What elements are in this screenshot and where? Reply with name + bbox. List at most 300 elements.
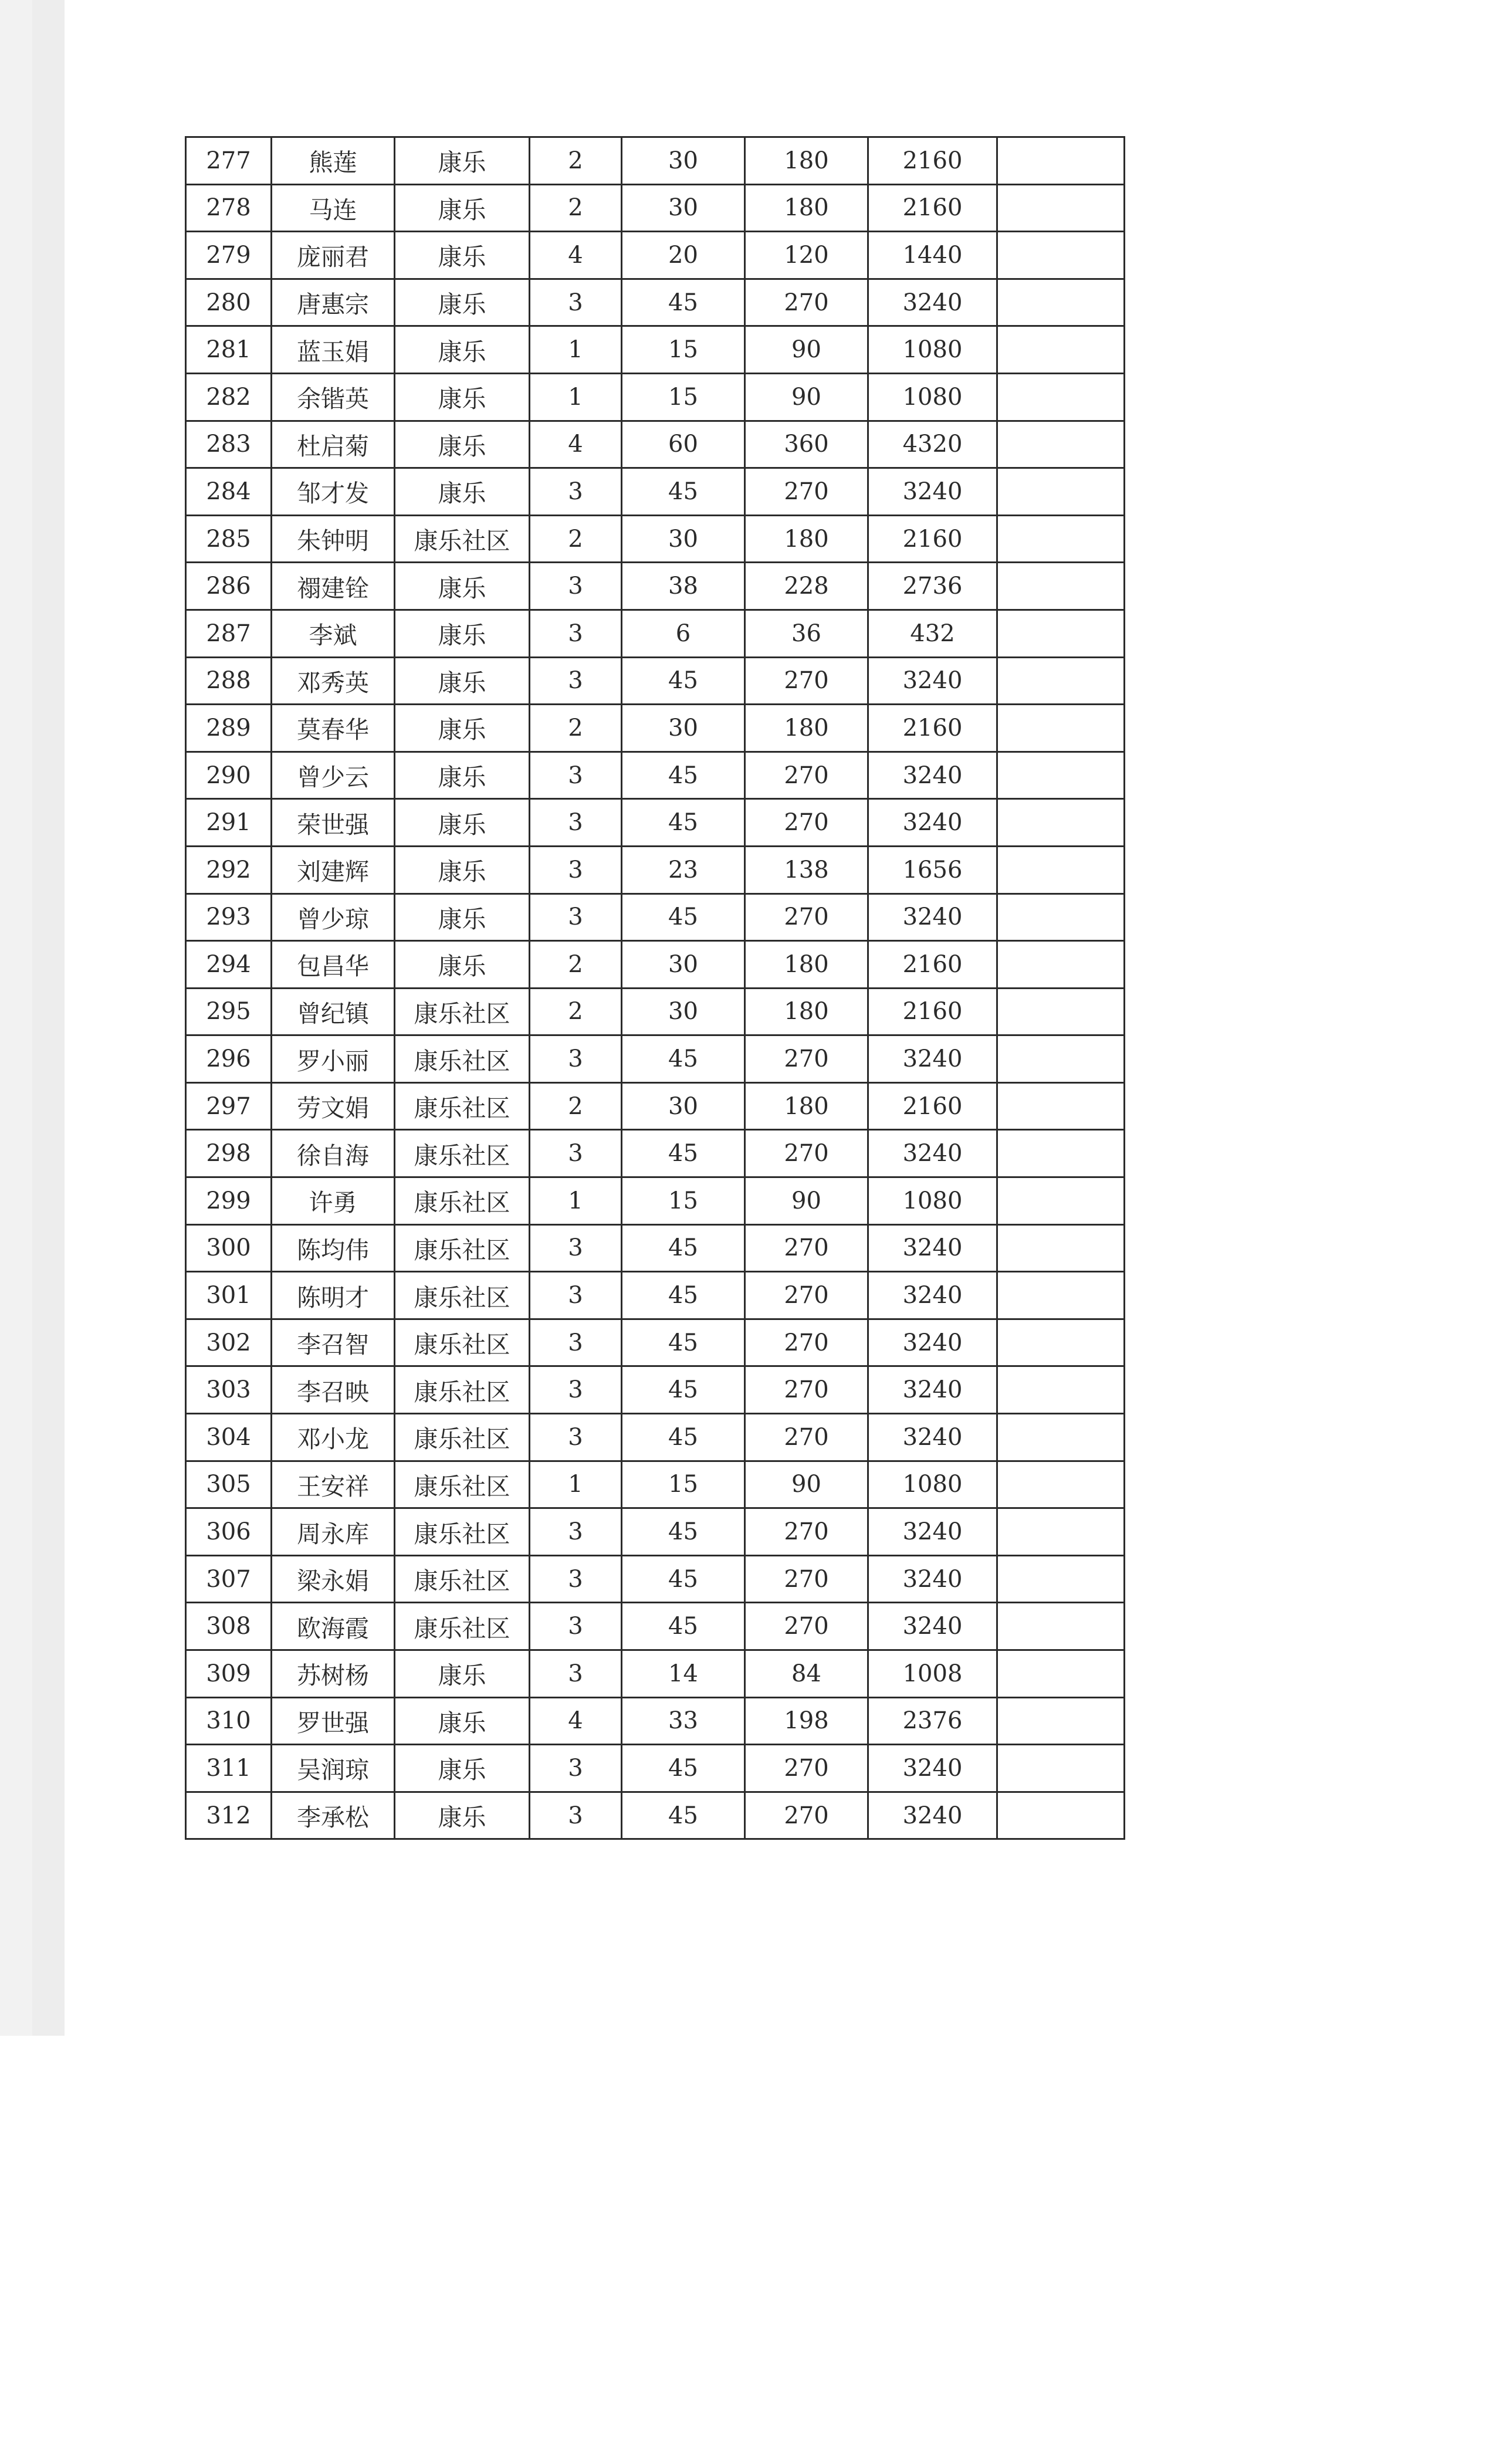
cell-name: 包昌华 <box>272 941 395 989</box>
cell-remarks <box>997 279 1125 326</box>
cell-remarks <box>997 705 1125 752</box>
cell-household-size: 1 <box>530 1461 622 1508</box>
cell-total: 3240 <box>868 1366 997 1414</box>
cell-amount: 90 <box>745 326 868 374</box>
table-row <box>186 799 1125 847</box>
cell-remarks <box>997 1650 1125 1698</box>
cell-name: 庞丽君 <box>272 232 395 279</box>
cell-amount: 270 <box>745 1555 868 1603</box>
table-row <box>186 893 1125 941</box>
cell-household-size: 3 <box>530 279 622 326</box>
cell-household-size: 3 <box>530 1272 622 1319</box>
cell-name: 唐惠宗 <box>272 279 395 326</box>
table-row <box>186 1650 1125 1698</box>
cell-address: 康乐 <box>395 279 530 326</box>
table-row <box>186 846 1125 893</box>
cell-household-size: 3 <box>530 1319 622 1366</box>
cell-remarks <box>997 1697 1125 1745</box>
cell-total: 432 <box>868 610 997 657</box>
cell-quantity: 45 <box>622 1555 745 1603</box>
cell-amount: 180 <box>745 1082 868 1130</box>
cell-name: 罗世强 <box>272 1697 395 1745</box>
cell-remarks <box>997 563 1125 610</box>
cell-amount: 270 <box>745 468 868 516</box>
cell-total: 2160 <box>868 184 997 232</box>
cell-household-size: 3 <box>530 1745 622 1792</box>
cell-amount: 270 <box>745 1603 868 1650</box>
cell-amount: 138 <box>745 846 868 893</box>
cell-remarks <box>997 1082 1125 1130</box>
scan-edge-shadow <box>32 0 65 2036</box>
cell-household-size: 3 <box>530 1414 622 1461</box>
cell-quantity: 45 <box>622 752 745 799</box>
cell-amount: 180 <box>745 515 868 563</box>
cell-remarks <box>997 515 1125 563</box>
cell-total: 3240 <box>868 1555 997 1603</box>
cell-quantity: 45 <box>622 1603 745 1650</box>
cell-remarks <box>997 1177 1125 1225</box>
cell-household-size: 2 <box>530 988 622 1035</box>
cell-amount: 270 <box>745 1319 868 1366</box>
cell-address: 康乐 <box>395 137 530 185</box>
table-row <box>186 752 1125 799</box>
cell-household-size: 3 <box>530 1224 622 1272</box>
table-row <box>186 1555 1125 1603</box>
cell-amount: 270 <box>745 1508 868 1556</box>
cell-total: 2160 <box>868 1082 997 1130</box>
cell-row-number: 311 <box>186 1745 272 1792</box>
cell-address: 康乐 <box>395 1697 530 1745</box>
cell-quantity: 15 <box>622 373 745 421</box>
cell-remarks <box>997 657 1125 705</box>
cell-address: 康乐 <box>395 421 530 468</box>
cell-household-size: 2 <box>530 941 622 989</box>
cell-row-number: 282 <box>186 373 272 421</box>
cell-row-number: 304 <box>186 1414 272 1461</box>
cell-amount: 270 <box>745 1272 868 1319</box>
cell-row-number: 279 <box>186 232 272 279</box>
cell-address: 康乐社区 <box>395 1082 530 1130</box>
cell-household-size: 3 <box>530 657 622 705</box>
cell-household-size: 3 <box>530 1792 622 1839</box>
cell-address: 康乐 <box>395 893 530 941</box>
cell-name: 苏树杨 <box>272 1650 395 1698</box>
cell-quantity: 45 <box>622 1035 745 1083</box>
cell-remarks <box>997 1366 1125 1414</box>
cell-household-size: 4 <box>530 232 622 279</box>
cell-amount: 270 <box>745 1035 868 1083</box>
cell-address: 康乐 <box>395 752 530 799</box>
cell-quantity: 45 <box>622 1508 745 1556</box>
cell-address: 康乐 <box>395 705 530 752</box>
scanned-page <box>32 0 1496 2036</box>
table-row <box>186 279 1125 326</box>
cell-name: 周永库 <box>272 1508 395 1556</box>
table-row <box>186 563 1125 610</box>
cell-name: 曾纪镇 <box>272 988 395 1035</box>
cell-remarks <box>997 373 1125 421</box>
table-row <box>186 1130 1125 1177</box>
cell-total: 3240 <box>868 1224 997 1272</box>
cell-remarks <box>997 1414 1125 1461</box>
table-row <box>186 1697 1125 1745</box>
table-row <box>186 515 1125 563</box>
cell-amount: 36 <box>745 610 868 657</box>
table-row <box>186 1272 1125 1319</box>
cell-address: 康乐 <box>395 373 530 421</box>
cell-remarks <box>997 1745 1125 1792</box>
cell-quantity: 45 <box>622 468 745 516</box>
cell-household-size: 2 <box>530 1082 622 1130</box>
cell-row-number: 308 <box>186 1603 272 1650</box>
cell-quantity: 45 <box>622 1130 745 1177</box>
cell-amount: 270 <box>745 1130 868 1177</box>
cell-row-number: 303 <box>186 1366 272 1414</box>
cell-amount: 180 <box>745 705 868 752</box>
cell-address: 康乐 <box>395 799 530 847</box>
cell-total: 3240 <box>868 468 997 516</box>
cell-amount: 270 <box>745 1224 868 1272</box>
cell-address: 康乐 <box>395 941 530 989</box>
cell-quantity: 38 <box>622 563 745 610</box>
cell-quantity: 45 <box>622 893 745 941</box>
cell-household-size: 1 <box>530 373 622 421</box>
cell-address: 康乐社区 <box>395 515 530 563</box>
cell-total: 2160 <box>868 515 997 563</box>
cell-address: 康乐社区 <box>395 1414 530 1461</box>
table-row <box>186 657 1125 705</box>
table-row <box>186 184 1125 232</box>
table-row <box>186 1224 1125 1272</box>
cell-remarks <box>997 799 1125 847</box>
cell-row-number: 290 <box>186 752 272 799</box>
cell-household-size: 3 <box>530 893 622 941</box>
cell-amount: 84 <box>745 1650 868 1698</box>
cell-name: 曾少云 <box>272 752 395 799</box>
cell-name: 刘建辉 <box>272 846 395 893</box>
cell-name: 罗小丽 <box>272 1035 395 1083</box>
cell-address: 康乐 <box>395 1650 530 1698</box>
cell-quantity: 60 <box>622 421 745 468</box>
cell-quantity: 30 <box>622 705 745 752</box>
cell-household-size: 4 <box>530 421 622 468</box>
table-row <box>186 941 1125 989</box>
table-row <box>186 137 1125 185</box>
cell-total: 1008 <box>868 1650 997 1698</box>
cell-remarks <box>997 846 1125 893</box>
cell-address: 康乐 <box>395 657 530 705</box>
cell-row-number: 297 <box>186 1082 272 1130</box>
cell-household-size: 1 <box>530 1177 622 1225</box>
cell-amount: 180 <box>745 941 868 989</box>
roster-body <box>186 137 1125 1839</box>
cell-remarks <box>997 1130 1125 1177</box>
cell-row-number: 312 <box>186 1792 272 1839</box>
cell-household-size: 3 <box>530 1366 622 1414</box>
cell-remarks <box>997 326 1125 374</box>
cell-amount: 270 <box>745 657 868 705</box>
cell-name: 杜启菊 <box>272 421 395 468</box>
cell-row-number: 307 <box>186 1555 272 1603</box>
cell-household-size: 3 <box>530 846 622 893</box>
cell-total: 2160 <box>868 137 997 185</box>
cell-name: 李召智 <box>272 1319 395 1366</box>
cell-household-size: 2 <box>530 184 622 232</box>
cell-row-number: 277 <box>186 137 272 185</box>
cell-address: 康乐 <box>395 1792 530 1839</box>
cell-total: 3240 <box>868 279 997 326</box>
cell-remarks <box>997 941 1125 989</box>
cell-row-number: 298 <box>186 1130 272 1177</box>
cell-row-number: 286 <box>186 563 272 610</box>
cell-household-size: 3 <box>530 799 622 847</box>
table-row <box>186 373 1125 421</box>
cell-remarks <box>997 1272 1125 1319</box>
table-row <box>186 1461 1125 1508</box>
cell-household-size: 3 <box>530 610 622 657</box>
cell-household-size: 3 <box>530 1130 622 1177</box>
cell-address: 康乐 <box>395 610 530 657</box>
cell-address: 康乐社区 <box>395 1555 530 1603</box>
cell-name: 蓝玉娟 <box>272 326 395 374</box>
cell-quantity: 45 <box>622 1792 745 1839</box>
cell-quantity: 30 <box>622 515 745 563</box>
cell-row-number: 285 <box>186 515 272 563</box>
cell-total: 2376 <box>868 1697 997 1745</box>
cell-row-number: 309 <box>186 1650 272 1698</box>
cell-amount: 270 <box>745 279 868 326</box>
cell-total: 3240 <box>868 1319 997 1366</box>
cell-row-number: 289 <box>186 705 272 752</box>
cell-name: 邹才发 <box>272 468 395 516</box>
cell-quantity: 30 <box>622 137 745 185</box>
cell-name: 吴润琼 <box>272 1745 395 1792</box>
cell-total: 3240 <box>868 1130 997 1177</box>
table-row <box>186 1745 1125 1792</box>
cell-remarks <box>997 137 1125 185</box>
cell-remarks <box>997 610 1125 657</box>
cell-remarks <box>997 1224 1125 1272</box>
cell-name: 许勇 <box>272 1177 395 1225</box>
cell-amount: 90 <box>745 1461 868 1508</box>
roster-table <box>185 136 1125 1840</box>
cell-total: 1080 <box>868 326 997 374</box>
cell-address: 康乐 <box>395 846 530 893</box>
cell-row-number: 301 <box>186 1272 272 1319</box>
cell-row-number: 302 <box>186 1319 272 1366</box>
cell-total: 1656 <box>868 846 997 893</box>
cell-address: 康乐社区 <box>395 1508 530 1556</box>
cell-quantity: 30 <box>622 1082 745 1130</box>
cell-name: 邓小龙 <box>272 1414 395 1461</box>
cell-row-number: 281 <box>186 326 272 374</box>
cell-amount: 180 <box>745 184 868 232</box>
cell-household-size: 3 <box>530 468 622 516</box>
cell-name: 梁永娟 <box>272 1555 395 1603</box>
table-row <box>186 1603 1125 1650</box>
cell-address: 康乐社区 <box>395 1035 530 1083</box>
table-row <box>186 1035 1125 1083</box>
cell-remarks <box>997 468 1125 516</box>
cell-quantity: 14 <box>622 1650 745 1698</box>
cell-total: 2160 <box>868 988 997 1035</box>
cell-remarks <box>997 1792 1125 1839</box>
cell-household-size: 2 <box>530 705 622 752</box>
cell-address: 康乐 <box>395 184 530 232</box>
cell-remarks <box>997 1603 1125 1650</box>
cell-quantity: 30 <box>622 988 745 1035</box>
cell-remarks <box>997 1461 1125 1508</box>
cell-quantity: 33 <box>622 1697 745 1745</box>
cell-total: 3240 <box>868 1745 997 1792</box>
cell-total: 2160 <box>868 941 997 989</box>
cell-total: 3240 <box>868 752 997 799</box>
cell-amount: 270 <box>745 1414 868 1461</box>
cell-name: 李斌 <box>272 610 395 657</box>
cell-row-number: 310 <box>186 1697 272 1745</box>
cell-name: 曾少琼 <box>272 893 395 941</box>
table-row <box>186 1177 1125 1225</box>
cell-amount: 270 <box>745 799 868 847</box>
cell-quantity: 45 <box>622 1745 745 1792</box>
cell-amount: 270 <box>745 893 868 941</box>
cell-name: 朱钟明 <box>272 515 395 563</box>
cell-household-size: 3 <box>530 563 622 610</box>
cell-row-number: 292 <box>186 846 272 893</box>
cell-quantity: 30 <box>622 184 745 232</box>
cell-total: 3240 <box>868 1414 997 1461</box>
cell-address: 康乐 <box>395 232 530 279</box>
cell-address: 康乐 <box>395 326 530 374</box>
cell-name: 莫春华 <box>272 705 395 752</box>
cell-household-size: 3 <box>530 1555 622 1603</box>
cell-household-size: 3 <box>530 1650 622 1698</box>
cell-household-size: 4 <box>530 1697 622 1745</box>
table-row <box>186 1414 1125 1461</box>
cell-address: 康乐社区 <box>395 1603 530 1650</box>
cell-name: 邓秀英 <box>272 657 395 705</box>
cell-remarks <box>997 1555 1125 1603</box>
table-row <box>186 1508 1125 1556</box>
cell-household-size: 3 <box>530 1508 622 1556</box>
blank-area <box>0 2036 1496 2464</box>
cell-quantity: 20 <box>622 232 745 279</box>
cell-quantity: 15 <box>622 1461 745 1508</box>
cell-name: 陈均伟 <box>272 1224 395 1272</box>
cell-quantity: 15 <box>622 1177 745 1225</box>
cell-address: 康乐 <box>395 468 530 516</box>
cell-address: 康乐社区 <box>395 1461 530 1508</box>
cell-name: 李承松 <box>272 1792 395 1839</box>
cell-amount: 270 <box>745 1792 868 1839</box>
cell-name: 禤建铨 <box>272 563 395 610</box>
cell-quantity: 45 <box>622 799 745 847</box>
cell-amount: 270 <box>745 1366 868 1414</box>
cell-row-number: 291 <box>186 799 272 847</box>
cell-household-size: 1 <box>530 326 622 374</box>
cell-amount: 270 <box>745 752 868 799</box>
cell-row-number: 295 <box>186 988 272 1035</box>
table-row <box>186 421 1125 468</box>
cell-row-number: 300 <box>186 1224 272 1272</box>
cell-row-number: 296 <box>186 1035 272 1083</box>
cell-total: 1080 <box>868 1177 997 1225</box>
table-row <box>186 1366 1125 1414</box>
cell-total: 1080 <box>868 373 997 421</box>
cell-row-number: 293 <box>186 893 272 941</box>
cell-name: 徐自海 <box>272 1130 395 1177</box>
table-row <box>186 1319 1125 1366</box>
cell-row-number: 280 <box>186 279 272 326</box>
cell-household-size: 2 <box>530 137 622 185</box>
cell-address: 康乐 <box>395 563 530 610</box>
cell-row-number: 287 <box>186 610 272 657</box>
cell-row-number: 288 <box>186 657 272 705</box>
cell-quantity: 45 <box>622 657 745 705</box>
cell-amount: 90 <box>745 373 868 421</box>
cell-total: 2160 <box>868 705 997 752</box>
cell-amount: 360 <box>745 421 868 468</box>
cell-total: 1440 <box>868 232 997 279</box>
cell-address: 康乐 <box>395 1745 530 1792</box>
cell-amount: 180 <box>745 988 868 1035</box>
cell-quantity: 45 <box>622 1224 745 1272</box>
cell-remarks <box>997 893 1125 941</box>
cell-name: 陈明才 <box>272 1272 395 1319</box>
cell-row-number: 294 <box>186 941 272 989</box>
cell-address: 康乐社区 <box>395 1366 530 1414</box>
cell-total: 3240 <box>868 1508 997 1556</box>
cell-name: 欧海霞 <box>272 1603 395 1650</box>
cell-quantity: 45 <box>622 1366 745 1414</box>
cell-amount: 198 <box>745 1697 868 1745</box>
cell-remarks <box>997 1319 1125 1366</box>
cell-name: 荣世强 <box>272 799 395 847</box>
cell-quantity: 45 <box>622 279 745 326</box>
cell-total: 3240 <box>868 1603 997 1650</box>
cell-household-size: 3 <box>530 1035 622 1083</box>
cell-row-number: 299 <box>186 1177 272 1225</box>
table-row <box>186 232 1125 279</box>
cell-household-size: 2 <box>530 515 622 563</box>
table-row <box>186 988 1125 1035</box>
cell-address: 康乐社区 <box>395 1177 530 1225</box>
cell-quantity: 45 <box>622 1414 745 1461</box>
cell-total: 1080 <box>868 1461 997 1508</box>
cell-quantity: 23 <box>622 846 745 893</box>
cell-quantity: 45 <box>622 1272 745 1319</box>
cell-row-number: 306 <box>186 1508 272 1556</box>
cell-row-number: 305 <box>186 1461 272 1508</box>
table-row <box>186 610 1125 657</box>
cell-quantity: 45 <box>622 1319 745 1366</box>
cell-row-number: 283 <box>186 421 272 468</box>
cell-amount: 120 <box>745 232 868 279</box>
cell-total: 3240 <box>868 1272 997 1319</box>
cell-total: 3240 <box>868 1035 997 1083</box>
cell-total: 3240 <box>868 893 997 941</box>
cell-remarks <box>997 752 1125 799</box>
cell-amount: 228 <box>745 563 868 610</box>
cell-total: 3240 <box>868 799 997 847</box>
table-row <box>186 326 1125 374</box>
cell-household-size: 3 <box>530 1603 622 1650</box>
cell-remarks <box>997 421 1125 468</box>
cell-address: 康乐社区 <box>395 1319 530 1366</box>
cell-remarks <box>997 232 1125 279</box>
cell-total: 3240 <box>868 657 997 705</box>
cell-remarks <box>997 1508 1125 1556</box>
